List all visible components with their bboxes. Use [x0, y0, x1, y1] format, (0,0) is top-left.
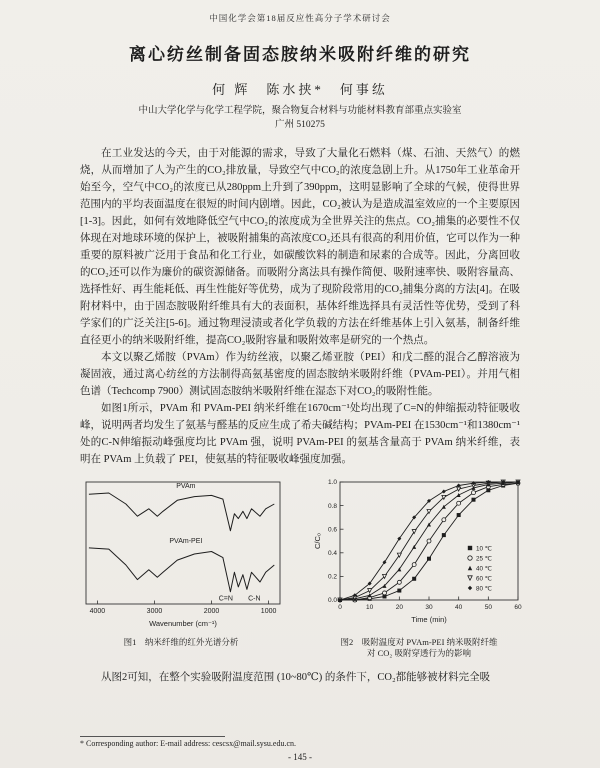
ir-spectrum-chart — [74, 476, 288, 634]
svg-text:1.0: 1.0 — [327, 478, 337, 486]
svg-text:10 ℃: 10 ℃ — [476, 544, 492, 552]
svg-text:PVAm: PVAm — [176, 482, 196, 490]
figure-2-caption-line2: 对 CO₂ 吸附穿透行为的影响 — [366, 648, 472, 659]
closing-paragraph: 从图2可知，在整个实验吸附温度范围 (10~80℃) 的条件下，CO₂都能够被材料完全吸 — [101, 672, 491, 684]
page-number: - 145 - — [288, 752, 312, 762]
figures-row — [80, 476, 520, 661]
svg-text:3000: 3000 — [146, 607, 163, 615]
svg-text:0: 0 — [338, 603, 342, 611]
affiliation: 中山大学化学与化学工程学院，聚合物复合材料与功能材料教育部重点实验室 — [138, 106, 462, 116]
svg-text:80 ℃: 80 ℃ — [476, 584, 492, 592]
figure-2 — [312, 476, 526, 661]
breakthrough-curves-chart — [312, 476, 526, 634]
svg-text:1000: 1000 — [260, 607, 277, 615]
svg-text:C/C₀: C/C₀ — [313, 532, 322, 549]
svg-text:0.4: 0.4 — [327, 549, 337, 557]
figure-1 — [74, 476, 288, 661]
svg-text:C-N: C-N — [248, 594, 261, 602]
figure-2-caption-line1: 图2 吸附温度对 PVAm-PEI 纳米吸附纤维 — [340, 636, 498, 647]
svg-text:10: 10 — [366, 603, 374, 611]
conference-header: 中国化学会第18届反应性高分子学术研讨会 — [209, 13, 391, 23]
svg-text:50: 50 — [484, 603, 492, 611]
paper-title: 离心纺丝制备固态胺纳米吸附纤维的研究 — [129, 45, 471, 64]
svg-text:PVAm-PEI: PVAm-PEI — [169, 537, 203, 545]
svg-text:60: 60 — [514, 603, 522, 611]
figure-1-caption: 图1 纳米纤维的红外光谱分析 — [123, 636, 239, 647]
svg-text:30: 30 — [425, 603, 433, 611]
body-paragraph-2: 本文以聚乙烯胺（PVAm）作为纺丝液，以聚乙烯亚胺（PEI）和戊二醛的混合乙醇溶液为凝固液，通过离心纺丝的方法制得高氨基密度的固态胺纳米吸附纤维（PVAm-PEI）。并用气相色谱（Techcomp 7900）测试固态胺纳米吸附纤维在湿态下对CO₂的吸附性能。 — [80, 351, 520, 397]
svg-text:40: 40 — [455, 603, 463, 611]
svg-text:40 ℃: 40 ℃ — [476, 564, 492, 572]
body-paragraph-3: 如图1所示，PVAm 和 PVAm-PEI 纳米纤维在1670cm⁻¹处均出现了C=N的伸缩振动特征吸收峰，说明两者均发生了氨基与醛基的反应生成了希夫碱结构；PVAm-PEI 在1530cm⁻¹和1380cm⁻¹处的C-N伸缩振动峰强度均比 PVAm 强，说明 PVAm-PEI 的氨基含量高于 PVAm 纳米纤维，表明在 PVAm 上负载了 PEI，使氨基的特征吸收峰强度加强。 — [80, 402, 520, 465]
paper-body — [80, 145, 520, 468]
corresponding-author-footnote: * Corresponding author: E-mail address: cescsx@mail.sysu.edu.cn. — [80, 739, 296, 748]
svg-text:4000: 4000 — [89, 607, 106, 615]
svg-text:60 ℃: 60 ℃ — [476, 574, 492, 582]
authors-line: 何 辉 陈水挟* 何事纮 — [212, 82, 388, 97]
svg-text:20: 20 — [395, 603, 403, 611]
svg-text:C=N: C=N — [218, 594, 233, 602]
svg-text:0.8: 0.8 — [327, 502, 337, 510]
body-paragraph-1: 在工业发达的今天，由于对能源的需求，导致了大量化石燃料（煤、石油、天然气）的燃烧，从而增加了人为产生的CO₂排放量，导致空气中CO₂的浓度急剧上升。从1750年工业革命开始至今，空气中CO₂的浓度已从280ppm上升到了390ppm，这明显影响了全球的气候，使得世界范围内的平均表面温度在很短的时间内剧增。因此，CO₂被认为是造成温室效应的一个主要原因[1-3]。因此，如何有效地降低空气中CO₂的浓度成为全世界关注的焦点。CO₂捕集的必要性不仅体现在对地球环境的保护上，被吸附捕集的高浓度CO₂还具有很高的利用价值，它可以作为一种重要的原料被广泛用于食品和化工行业，如碳酸饮料的制造和尿素的合成等。因此，分离回收的CO₂还可以作为廉价的碳资源储备。而吸附分离法具有操作简便、吸附速率快、吸附容量高、选择性好、再生能耗低、再生性能好等优势，成为了现阶段常用的CO₂捕集分离的方法[4]。在吸附材料中，由于固态胺吸附纤维具有大的表面积，基体纤维选择具有灵活性等优势，受到了科学家们的广泛关注[5-6]。通过物理浸渍或者化学负载的方法在纤维基体上引入氨基，制备纤维直径更小的纳米吸附纤维，提高CO₂吸附容量和吸附效率是研究的一个热点。 — [80, 147, 520, 346]
page-footer — [80, 736, 520, 762]
svg-text:25 ℃: 25 ℃ — [476, 554, 492, 562]
svg-text:0.6: 0.6 — [327, 525, 337, 533]
svg-text:0.2: 0.2 — [327, 573, 337, 581]
figure-2-caption — [312, 637, 526, 661]
svg-text:2000: 2000 — [203, 607, 220, 615]
svg-text:Time (min): Time (min) — [411, 614, 447, 624]
footnote-divider — [80, 736, 225, 737]
city-postcode: 广州 510275 — [275, 119, 325, 130]
svg-text:Wavenumber (cm⁻¹): Wavenumber (cm⁻¹) — [149, 618, 217, 628]
svg-text:0.0: 0.0 — [327, 596, 337, 604]
